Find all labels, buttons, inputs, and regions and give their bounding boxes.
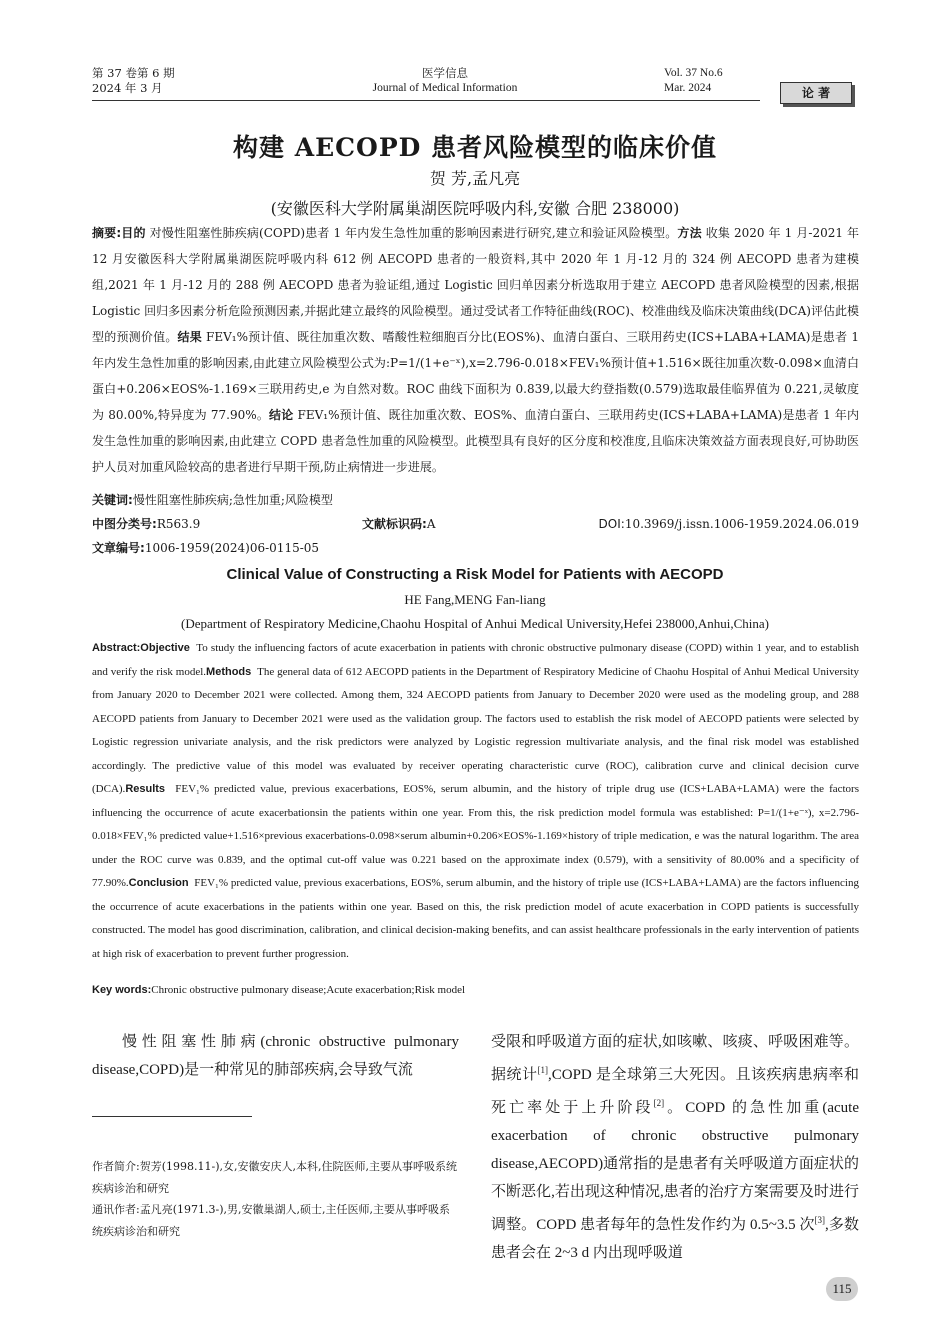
journal-volume bbox=[92, 66, 175, 96]
en-objective-text: To study the influencing factors of acute exacerbation in patients with chronic obstructive pulmonary disease (COPD) within 1 year, and to establish and verify the risk model. bbox=[92, 642, 859, 678]
clc-label: 中图分类号: bbox=[92, 517, 157, 531]
en-authors: HE Fang,MENG Fan-liang bbox=[404, 592, 546, 607]
en-keywords bbox=[92, 979, 859, 1003]
body-right-paragraph bbox=[491, 1028, 859, 1267]
cn-abstract bbox=[92, 220, 859, 480]
keywords-text: 慢性阻塞性肺疾病;急性加重;风险模型 bbox=[132, 493, 333, 507]
doi-value: 10.3969/j.issn.1006-1959.2024.06.019 bbox=[624, 517, 859, 531]
results-text: FEV₁%预计值、既往加重次数、嗜酸性粒细胞百分比(EOS%)、血清白蛋白、三联用药史(ICS+LABA+LAMA)是患者 1 年内发生急性加重的影响因素,由此建立风险模型公式为:P=1/(1+e⁻ˣ),x=2.796-0.018×FEV₁%预计值+1.516×既往加重次数-0.098×血清白蛋白+0.206×EOS%-1.169×三联用药史,e 为自然对数。ROC 曲线下面积为 0.839,以最大约登指数(0.579)选取最佳临界值为 0.221,灵敏度为 80.00%,特异度为 77.90%。 bbox=[92, 330, 859, 422]
volume-issue-en: Vol. 37 No.6 bbox=[664, 67, 723, 79]
citation-2[interactable]: [2] bbox=[653, 1098, 665, 1108]
page-number: 115 bbox=[826, 1277, 858, 1301]
en-conclusion-label: Conclusion bbox=[128, 877, 189, 889]
objective-text: 对慢性阻塞性肺疾病(COPD)患者 1 年内发生急性加重的影响因素进行研究,建立和验证风险模型。 bbox=[149, 226, 678, 240]
doc-label: 文献标识码: bbox=[362, 517, 427, 531]
doc-value: A bbox=[426, 517, 436, 531]
journal-name-en: Journal of Medical Information bbox=[372, 82, 518, 94]
en-keywords-label: Key words: bbox=[92, 984, 152, 996]
en-methods-text: The general data of 612 AECOPD patients in the Department of Respiratory Medicine of Chaohu Hospital of Anhui Medical University from January 2020 to December 2021 were collected. Among them, 324 AECOPD patients from January to December 2020 were used as the modeling group, and 288 AECOPD patients from January to December 2021 were used as the validation group. The factors used to establish the risk model of AECOPD patients were selected by Logistic regression univariate analysis, and the risk predictors were analyzed by Logistic regression multivariate analysis, and the final risk model was established accordingly. The predictive value of this model was evaluated by receiver operating characteristic curve (ROC), calibration curve and clinical decision curve (DCA). bbox=[92, 665, 859, 795]
issue-date-en: Mar. 2024 bbox=[664, 82, 712, 94]
header-rule bbox=[92, 100, 760, 101]
en-affiliation: (Department of Respiratory Medicine,Chaohu Hospital of Anhui Medical University,Hefei 238000,Anhui,China) bbox=[180, 616, 769, 631]
body-text-d: ,多数患者会在 2~3 d 内出现呼吸道 bbox=[491, 1217, 859, 1261]
conclusion-text: FEV₁%预计值、既往加重次数、EOS%、血清白蛋白、三联用药史(ICS+LABA+LAMA)是患者 1 年内发生急性加重的影响因素,由此建立 COPD 患者急性加重的风险模型。此模型具有良好的区分度和校准度,且临床决策效益方面表现良好,可协助医护人员对加重风险较高的患者进行早期干预,防止病情进一步进展。 bbox=[92, 408, 859, 474]
affiliation: (安徽医科大学附属巢湖医院呼吸内科,安徽 合肥 238000) bbox=[270, 199, 680, 218]
doc-code bbox=[362, 511, 435, 537]
en-objective-label: Objective bbox=[140, 642, 190, 654]
en-methods-label: Methods bbox=[206, 665, 252, 678]
journal-name bbox=[330, 66, 560, 96]
journal-volume-en bbox=[664, 66, 723, 96]
en-abstract bbox=[92, 637, 859, 966]
body-text-b: ,COPD 是全球第三大死因。且该疾病患病率和死亡率处于上升阶段 bbox=[491, 1067, 859, 1116]
citation-3[interactable]: [3] bbox=[814, 1215, 826, 1225]
cn-keywords bbox=[92, 487, 859, 513]
footnote-rule bbox=[92, 1116, 252, 1117]
article-number-value: 1006-1959(2024)06-0115-05 bbox=[144, 541, 320, 555]
en-conclusion-text: FEV₁% predicted value, previous exacerbations, EOS%, serum albumin, and the history of triple use (ICS+LABA+LAMA) are the factors influencing the occurrence of acute exacerbations in the patients within one year. Based on this, the risk prediction model of acute exacerbation in COPD patients is successfully constructed. The model has good discrimination, calibration, and clinical decision-making benefits, and can assist healthcare professionals in the early intervention of patients at high risk of exacerbation to prevent further progression. bbox=[92, 877, 859, 960]
article-number bbox=[92, 535, 859, 561]
citation-1[interactable]: [1] bbox=[537, 1065, 548, 1075]
article-number-label: 文章编号: bbox=[92, 541, 145, 555]
footnote-author: 作者简介:贺芳(1998.11-),女,安徽安庆人,本科,住院医师,主要从事呼吸系统疾病诊治和研究 bbox=[92, 1160, 457, 1195]
en-keywords-text: Chronic obstructive pulmonary disease;Acute exacerbation;Risk model bbox=[151, 984, 466, 996]
classification-row bbox=[92, 511, 859, 537]
results-label: 结果 bbox=[177, 330, 202, 344]
footnote-corresponding: 通讯作者:孟凡亮(1971.3-),男,安徽巢湖人,硕士,主任医师,主要从事呼吸系统疾病诊治和研究 bbox=[92, 1203, 450, 1238]
issue-date-cn: 2024 年 3 月 bbox=[92, 81, 163, 95]
keywords-label: 关键词: bbox=[92, 493, 133, 507]
en-abstract-label: Abstract: bbox=[92, 642, 141, 654]
methods-label: 方法 bbox=[677, 226, 702, 240]
authors: 贺 芳,孟凡亮 bbox=[429, 169, 521, 188]
body-text-a: 受限和呼吸道方面的症状,如咳嗽、咳痰、呼吸困难等。据统计 bbox=[491, 1034, 859, 1083]
en-results-label: Results bbox=[125, 783, 166, 795]
en-title: Clinical Value of Constructing a Risk Model for Patients with AECOPD bbox=[226, 566, 724, 583]
abstract-label: 摘要: bbox=[92, 226, 122, 240]
body-left-paragraph: 慢性阻塞性肺病(chronic obstructive pulmonary disease,COPD)是一种常见的肺部疾病,会导致气流 bbox=[92, 1034, 459, 1078]
body-text-c: 。COPD 的急性加重(acute exacerbation of chronic obstructive pulmonary disease,AECOPD)通常指的是患者有关呼吸道方面症状的不断恶化,若出现这种情况,患者的治疗方案需要及时进行调整。COPD 患者每年的急性发作约为 0.5~3.5 次 bbox=[491, 1100, 859, 1233]
objective-label: 目的 bbox=[121, 226, 146, 240]
conclusion-label: 结论 bbox=[269, 408, 294, 422]
article-title: 构建 AECOPD 患者风险模型的临床价值 bbox=[232, 133, 717, 162]
doi-label: DOI: bbox=[598, 517, 625, 531]
methods-text: 收集 2020 年 1 月-2021 年 12 月安徽医科大学附属巢湖医院呼吸内科 612 例 AECOPD 患者的一般资料,其中 2020 年 1 月-12 月的 324 例 AECOPD 患者为建模组,2021 年 1 月-12 月的 288 例 AECOPD 患者为验证组,通过 Logistic 回归单因素分析选取用于建立 AECOPD 患者风险模型的因素,根据 Logistic 回归多因素分析危险预测因素,并据此建立最终的风险模型。通过受试者工作特征曲线(ROC)、校准曲线及临床决策曲线(DCA)评估此模型的预测价值。 bbox=[92, 226, 859, 344]
clc bbox=[92, 517, 200, 531]
doi bbox=[599, 511, 859, 537]
section-label: 论 著 bbox=[780, 82, 852, 104]
clc-value: R563.9 bbox=[156, 517, 201, 531]
journal-name-cn: 医学信息 bbox=[422, 66, 468, 80]
volume-issue: 第 37 卷第 6 期 bbox=[92, 66, 175, 80]
en-results-text: FEV₁% predicted value, previous exacerbations, EOS%, serum albumin, and the history of triple drug use (ICS+LABA+LAMA) were the factors influencing the occurrence of acute exacerbationsin the patients within one year. From this, the risk prediction model formula was established: P=1/(1+e⁻ˣ), x=2.796-0.018×FEV₁% predicted value+1.516×previous exacerbations-0.098×serum albumin+0.206×EOS%-1.169×history of triple medication, e was the natural logarithm. The area under the ROC curve was 0.839, and the optimal cut-off value was 0.221 based on the approximate index (0.579), with a sensitivity of 80.00% and a specificity of 77.90%. bbox=[92, 783, 859, 889]
